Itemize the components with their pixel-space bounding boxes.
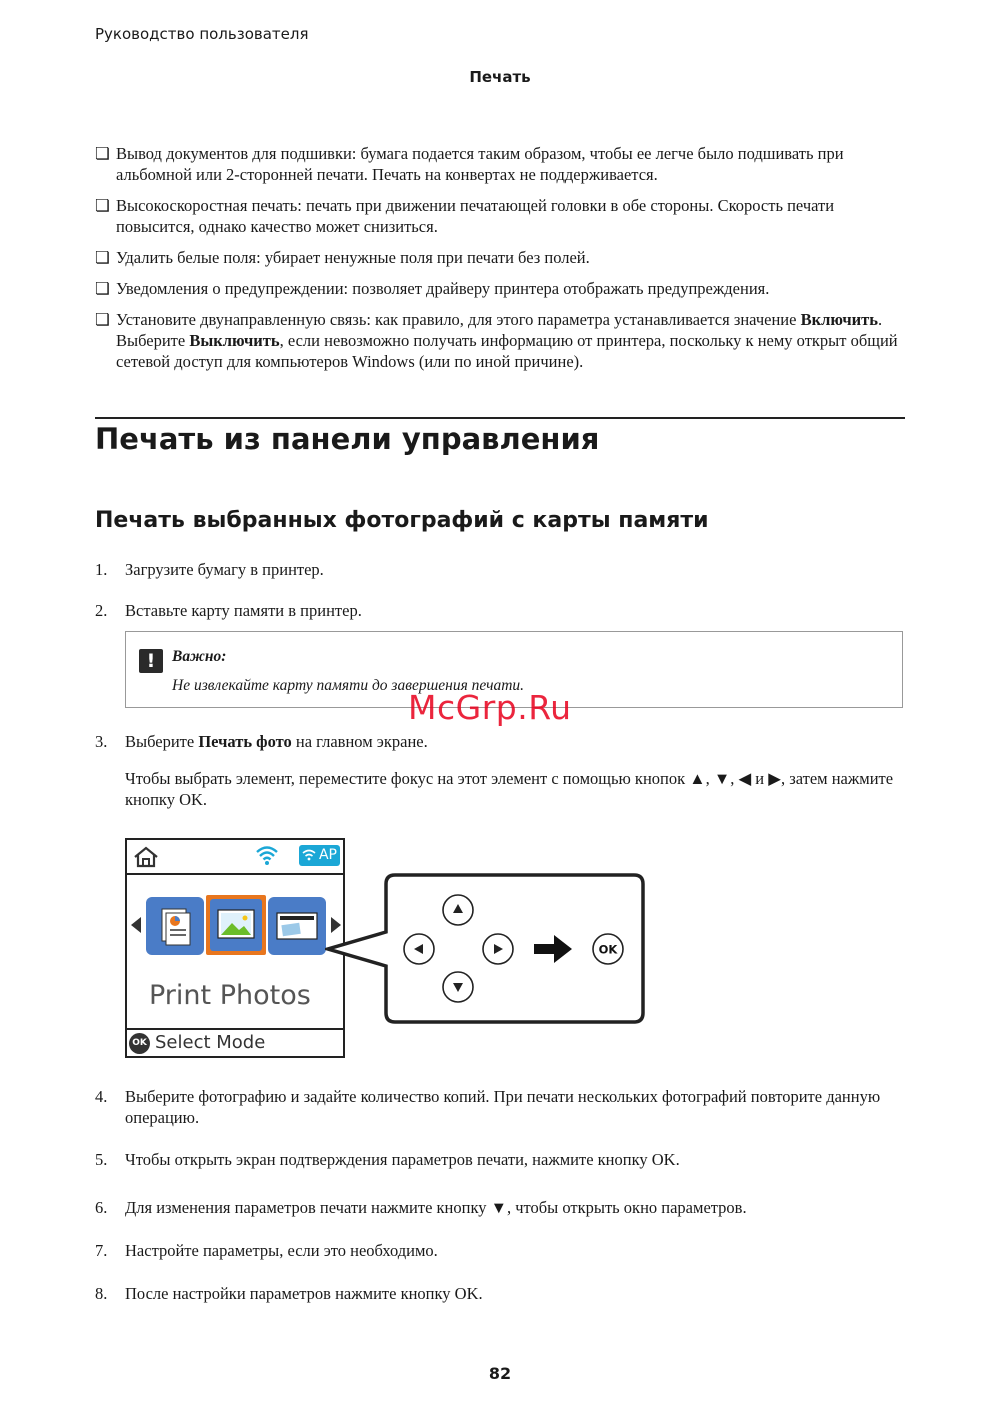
bullet-item: ❏ Удалить белые поля: убирает ненужные поля при печати без полей. (95, 248, 590, 267)
step-item: 6. Для изменения параметров печати нажмите кнопку ▼, чтобы открыть окно параметров. (95, 1198, 747, 1217)
left-arrow-icon: ◀ (738, 769, 752, 788)
page-number: 82 (488, 1364, 512, 1383)
ok-badge-icon: OK (129, 1033, 150, 1054)
bullet-item: ❏ Вывод документов для подшивки: бумага подается таким образом, чтобы ее легче было подшивать при альбомной или 2-сторонней печати. Печать на конвертах не поддерживается. (95, 144, 844, 184)
note-title: Важно: (172, 648, 227, 665)
right-button-icon (483, 934, 513, 964)
checkbox-bullet-icon: ❏ (95, 279, 110, 298)
copy-mode-icon (146, 897, 204, 955)
checkbox-bullet-icon: ❏ (95, 248, 110, 267)
note-text: Не извлекайте карту памяти до завершения печати. (172, 677, 525, 694)
down-arrow-icon: ▼ (490, 1198, 507, 1217)
mode-label: Print Photos (149, 980, 311, 1011)
bullet-item: ❏ Высокоскоростная печать: печать при движении печатающей головки в обе стороны. Скорость печати повысится, однако качество может снизиться. (95, 196, 835, 236)
step-detail: Чтобы выбрать элемент, переместите фокус на этот элемент с помощью кнопок ▲, ▼, ◀ и ▶, затем нажмите кнопку OK. (125, 769, 894, 809)
scroll-left-icon (129, 916, 143, 934)
step-item: 2. Вставьте карту памяти в принтер. (95, 601, 362, 620)
print-photos-icon (206, 895, 266, 955)
wifi-ap-icon: AP (299, 845, 340, 866)
lcd-status-bar (127, 840, 343, 875)
checkbox-bullet-icon: ❏ (95, 144, 110, 163)
up-arrow-icon: ▲ (689, 769, 706, 788)
home-icon (133, 846, 159, 868)
running-header: Руководство пользователя (95, 25, 309, 43)
lcd-screen-illustration (125, 838, 345, 1058)
step-item: 5. Чтобы открыть экран подтверждения параметров печати, нажмите кнопку OK. (95, 1150, 680, 1169)
bullet-item: ❏ Уведомления о предупреждении: позволяет драйверу принтера отображать предупреждения. (95, 279, 770, 298)
step-item: 1. Загрузите бумагу в принтер. (95, 560, 324, 579)
checkbox-bullet-icon: ❏ (95, 196, 110, 215)
step-item: 3. Выберите Печать фото на главном экране. (95, 732, 428, 751)
step-item: 4. Выберите фотографию и задайте количество копий. При печати нескольких фотографий повторите данную операцию. (95, 1087, 881, 1127)
down-button-icon (443, 972, 473, 1002)
warning-icon: ! (139, 649, 163, 673)
scan-mode-icon (268, 897, 326, 955)
page-title: Печать из панели управления (95, 422, 600, 456)
lcd-footer (127, 1028, 343, 1058)
step-item: 7. Настройте параметры, если это необходимо. (95, 1241, 438, 1260)
select-mode-hint: Select Mode (155, 1032, 266, 1053)
section-header: Печать (469, 68, 531, 86)
left-button-icon (404, 934, 434, 964)
ok-button-icon (593, 934, 623, 964)
bullet-item: ❏ Установите двунаправленную связь: как правило, для этого параметра устанавливается значение Включить. Выберите Выключить, если невозможно получать информацию от принтера, поскольку к нему открыт общий сетевой доступ для компьютеров Windows (или по иной причине). (95, 310, 898, 371)
wifi-icon (255, 844, 279, 866)
section-title: Печать выбранных фотографий с карты памяти (95, 508, 709, 533)
button-callout (325, 870, 647, 1027)
ok-button-label: OK (598, 942, 618, 957)
step-item: 8. После настройки параметров нажмите кнопку OK. (95, 1284, 483, 1303)
right-arrow-icon: ▶ (768, 769, 781, 788)
checkbox-bullet-icon: ❏ (95, 310, 110, 329)
up-button-icon (443, 895, 473, 925)
down-arrow-icon: ▼ (713, 769, 731, 788)
heading-rule (95, 417, 905, 419)
watermark-logo: McGrp.Ru (408, 688, 572, 727)
